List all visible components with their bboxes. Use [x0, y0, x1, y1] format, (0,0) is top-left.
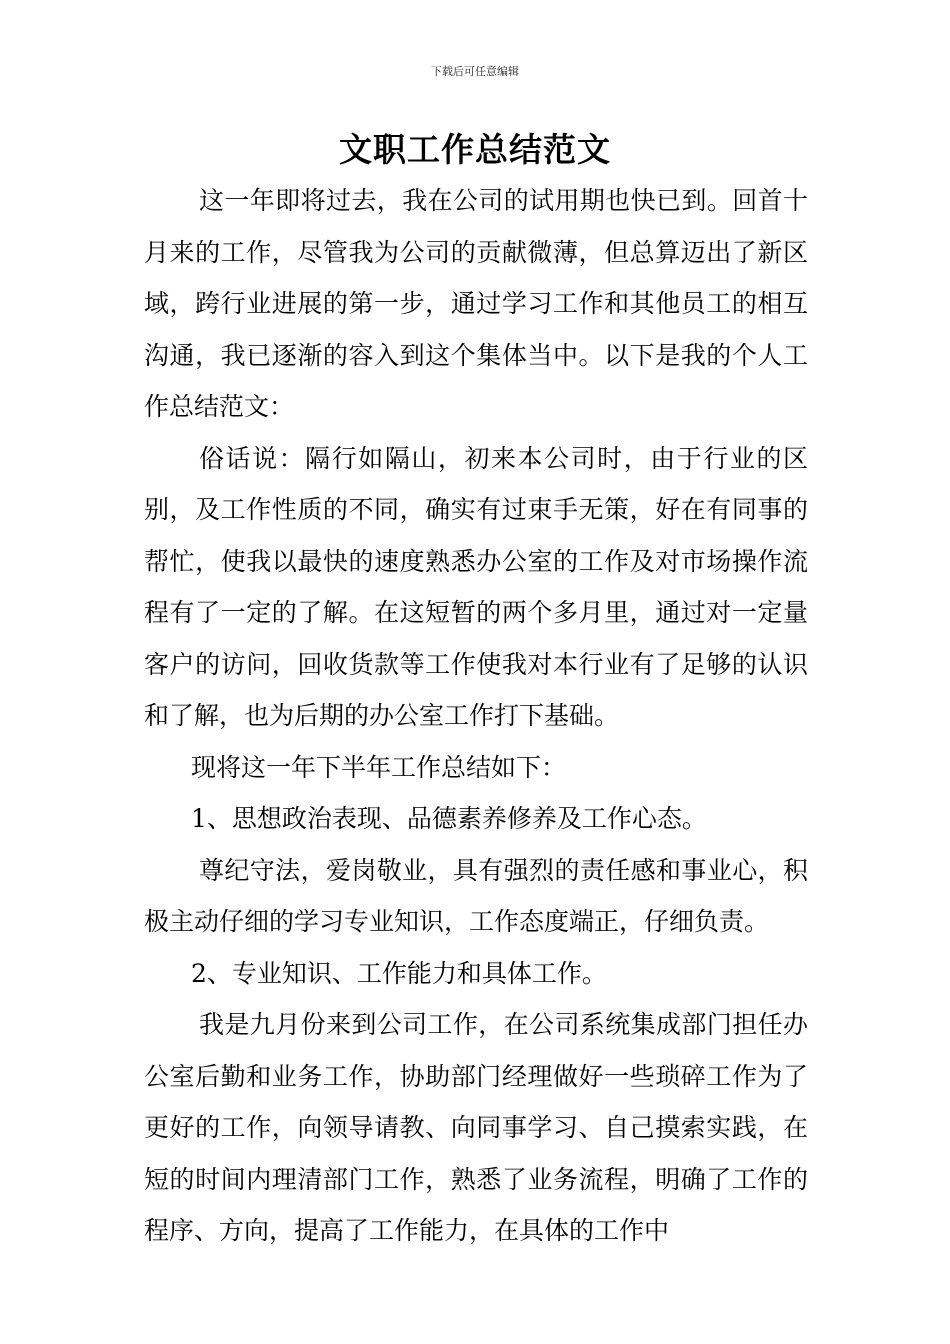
paragraph-proverb: 俗话说：隔行如隔山，初来本公司时，由于行业的区别，及工作性质的不同，确实有过束手无策，好在有同事的帮忙，使我以最快的速度熟悉办公室的工作及对市场操作流程有了一定的了解。在这短暂的两个多月里，通过对一定量客户的访问，回收货款等工作使我对本行业有了足够的认识和了解，也为后期的办公室工作打下基础。: [144, 443, 808, 730]
header-note: 下载后可任意编辑: [431, 65, 519, 78]
paragraph-summary-lead: 现将这一年下半年工作总结如下：: [191, 752, 567, 782]
document-title: 文职工作总结范文: [339, 130, 611, 169]
paragraph-attitude: 尊纪守法，爱岗敬业，具有强烈的责任感和事业心，积极主动仔细的学习专业知识，工作态度端正，仔细负责。: [144, 855, 808, 936]
section-heading-1: 1、思想政治表现、品德素养修养及工作心态。: [191, 804, 707, 833]
paragraph-intro: 这一年即将过去，我在公司的试用期也快已到。回首十月来的工作，尽管我为公司的贡献微薄，但总算迈出了新区域，跨行业进展的第一步，通过学习工作和其他员工的相互沟通，我已逐渐的容入到这个集体当中。以下是我的个人工作总结范文：: [144, 186, 808, 421]
paragraph-work-details: 我是九月份来到公司工作，在公司系统集成部门担任办公室后勤和业务工作，协助部门经理做好一些琐碎工作为了更好的工作，向领导请教、向同事学习、自己摸索实践，在短的时间内理清部门工作，熟悉了业务流程，明确了工作的程序、方向，提高了工作能力，在具体的工作中: [144, 1010, 808, 1245]
section-heading-2: 2、专业知识、工作能力和具体工作。: [191, 958, 607, 988]
document-body: [144, 175, 808, 1257]
